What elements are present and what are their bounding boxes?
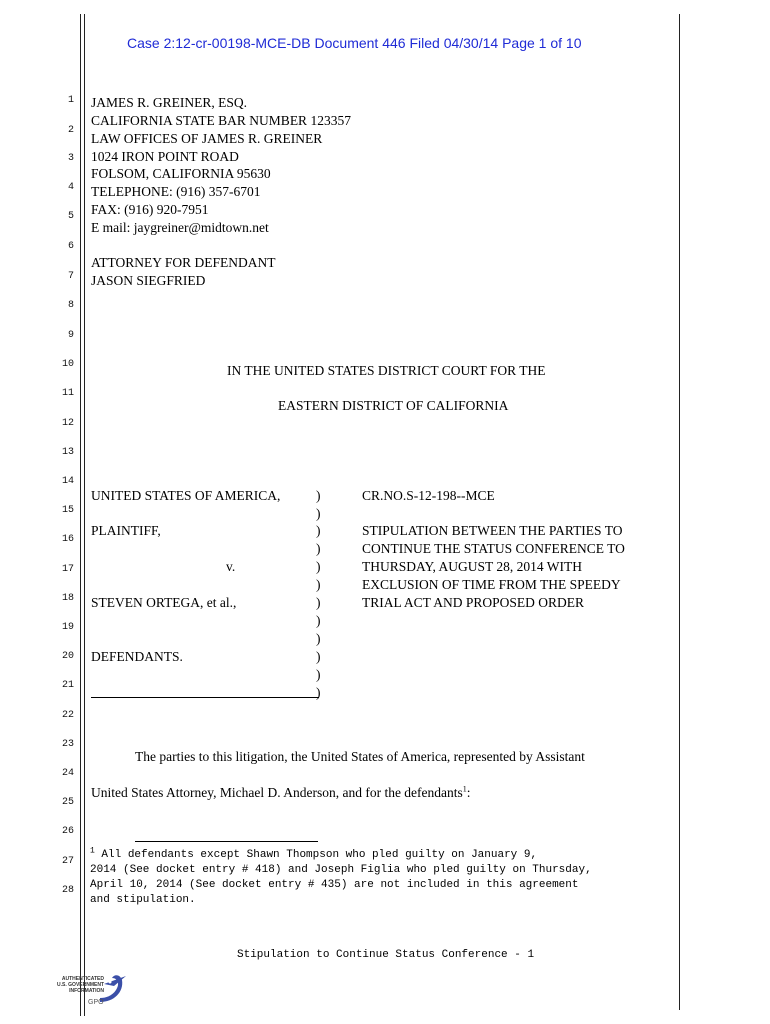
- attorney-for-line: ATTORNEY FOR DEFENDANT: [91, 255, 276, 270]
- body-paragraph-line: The parties to this litigation, the United States of America, represented by Assistant: [135, 749, 585, 764]
- attorney-line: CALIFORNIA STATE BAR NUMBER 123357: [91, 113, 351, 128]
- line-number: 19: [61, 622, 74, 633]
- attorney-line: TELEPHONE: (916) 357-6701: [91, 184, 261, 199]
- line-number: 7: [67, 271, 74, 282]
- attorney-line: LAW OFFICES OF JAMES R. GREINER: [91, 131, 323, 146]
- line-number: 3: [67, 153, 74, 164]
- plaintiff-party: UNITED STATES OF AMERICA,: [91, 488, 281, 503]
- attorney-line: 1024 IRON POINT ROAD: [91, 149, 239, 164]
- footnote-mark: 1: [90, 846, 95, 856]
- line-number: 23: [61, 739, 74, 750]
- line-number: 11: [61, 388, 74, 399]
- attorney-line: FOLSOM, CALIFORNIA 95630: [91, 166, 271, 181]
- attorney-line: JAMES R. GREINER, ESQ.: [91, 95, 248, 110]
- line-number: 15: [61, 505, 74, 516]
- line-number: 12: [61, 418, 74, 429]
- line-number: 5: [67, 211, 74, 222]
- line-number: 20: [61, 651, 74, 662]
- versus: v.: [226, 559, 236, 574]
- plaintiff-label: PLAINTIFF,: [91, 523, 161, 538]
- footnote-reference: 1: [462, 784, 467, 794]
- defendant-party: STEVEN ORTEGA, et al.,: [91, 595, 237, 610]
- line-number: 4: [67, 182, 74, 193]
- line-number: 13: [61, 447, 74, 458]
- footnote-line: and stipulation.: [90, 894, 196, 906]
- document-title-line: THURSDAY, AUGUST 28, 2014 WITH: [362, 559, 583, 574]
- line-number: 10: [61, 359, 74, 370]
- line-number: 17: [61, 564, 74, 575]
- line-number: 1: [67, 95, 74, 106]
- case-header: Case 2:12-cr-00198-MCE-DB Document 446 Filed 04/30/14 Page 1 of 10: [127, 35, 582, 51]
- document-page: Case 2:12-cr-00198-MCE-DB Document 446 Filed 04/30/14 Page 1 of 10 1 2 3 4 5 6 7 8 9 10 11 12 13 14 15 16 17 18 19 20 21 22 23 24 25 26 27 28 JAMES R. GREINER, ESQ. CALIFORNIA STATE BAR NUMBER 123357 LAW OFFICES OF JAMES R. GREINER 1024 IRON POINT ROAD FOLSOM, CALIFORNIA 95630 TELEPHONE: (916) 357-6701 FAX: (916) 920-7951 E mail: jaygreiner@midtown.net ATTORNEY FOR DEFENDANT JASON SIEGFRIED IN THE UNITED STATES DISTRICT COURT FOR THE EASTERN DISTRICT OF CALIFORNIA UNITED STATES OF AMERICA, PLAINTIFF, v. STEVEN ORTEGA, et al., DEFENDANTS. ) ) ) ) ) ) ) ) ) ) ) ) CR.NO.S-12-198--MCE STIPULATION BETWEEN THE PARTIES TO CONTINUE THE STATUS CONFERENCE TO THURSDAY, AUGUST 28, 2014 WITH EXCLUSION OF TIME FROM THE SPEEDY TRIAL ACT AND PROPOSED ORDER The parties to this litigation, the United States of America, represented by Assistant United States Attorney, Michael D. Anderson, and for the defendants$^1$: $^1$ All defendants except Shawn Thompson who pled guilty on January 9, 2014 (See docket entry # 418) and Joseph Figlia who pled guilty on Thursday, April 10, 2014 (See docket entry # 435) are not included in this agreement and stipulation. Stipulation to Continue Status Conference - 1 AUTHENTICATED U.S. GOVERNMENT INFORMATION GPO: [0, 0, 770, 1024]
- line-number: 8: [67, 300, 74, 311]
- line-number: 27: [61, 856, 74, 867]
- line-number: 26: [61, 826, 74, 837]
- document-title-line: STIPULATION BETWEEN THE PARTIES TO: [362, 523, 623, 538]
- line-number: 2: [67, 125, 74, 136]
- court-title-line: IN THE UNITED STATES DISTRICT COURT FOR THE: [227, 363, 546, 378]
- caption-underline: [91, 697, 319, 698]
- left-margin-rule-inner: [84, 14, 85, 1016]
- line-number: 14: [61, 476, 74, 487]
- line-number: 21: [61, 680, 74, 691]
- attorney-line: E mail: jaygreiner@midtown.net: [91, 220, 269, 235]
- line-number: 28: [61, 885, 74, 896]
- document-title-line: TRIAL ACT AND PROPOSED ORDER: [362, 595, 585, 610]
- attorney-line: FAX: (916) 920-7951: [91, 202, 209, 217]
- left-margin-rule-outer: [80, 14, 81, 1016]
- page-footer: Stipulation to Continue Status Conference - 1: [237, 949, 535, 961]
- document-title-line: CONTINUE THE STATUS CONFERENCE TO: [362, 541, 625, 556]
- case-number: CR.NO.S-12-198--MCE: [362, 488, 495, 503]
- defendant-label: DEFENDANTS.: [91, 649, 183, 664]
- seal-text: AUTHENTICATED U.S. GOVERNMENT INFORMATION: [57, 976, 104, 994]
- document-title-line: EXCLUSION OF TIME FROM THE SPEEDY: [362, 577, 621, 592]
- footnote-line: 2014 (See docket entry # 418) and Joseph Figlia who pled guilty on Thursday,: [90, 864, 592, 876]
- footnote-separator: [135, 841, 318, 842]
- footnote: [90, 848, 680, 908]
- body-paragraph-line: United States Attorney, Michael D. Anderson, and for the defendants$^1$:: [91, 784, 471, 800]
- line-number: 6: [67, 241, 74, 252]
- line-number: 9: [67, 330, 74, 341]
- attorney-for-line: JASON SIEGFRIED: [91, 273, 206, 288]
- line-number: 25: [61, 797, 74, 808]
- line-number: 16: [61, 534, 74, 545]
- court-title-line: EASTERN DISTRICT OF CALIFORNIA: [278, 398, 509, 413]
- footnote-line: April 10, 2014 (See docket entry # 435) are not included in this agreement: [90, 879, 579, 891]
- footnote-line: All defendants except Shawn Thompson who pled guilty on January 9,: [94, 849, 538, 861]
- line-number: 22: [61, 710, 74, 721]
- line-number: 24: [61, 768, 74, 779]
- line-number: 18: [61, 593, 74, 604]
- gpo-label: GPO: [88, 999, 104, 1006]
- gpo-authentication-seal: [44, 972, 134, 1012]
